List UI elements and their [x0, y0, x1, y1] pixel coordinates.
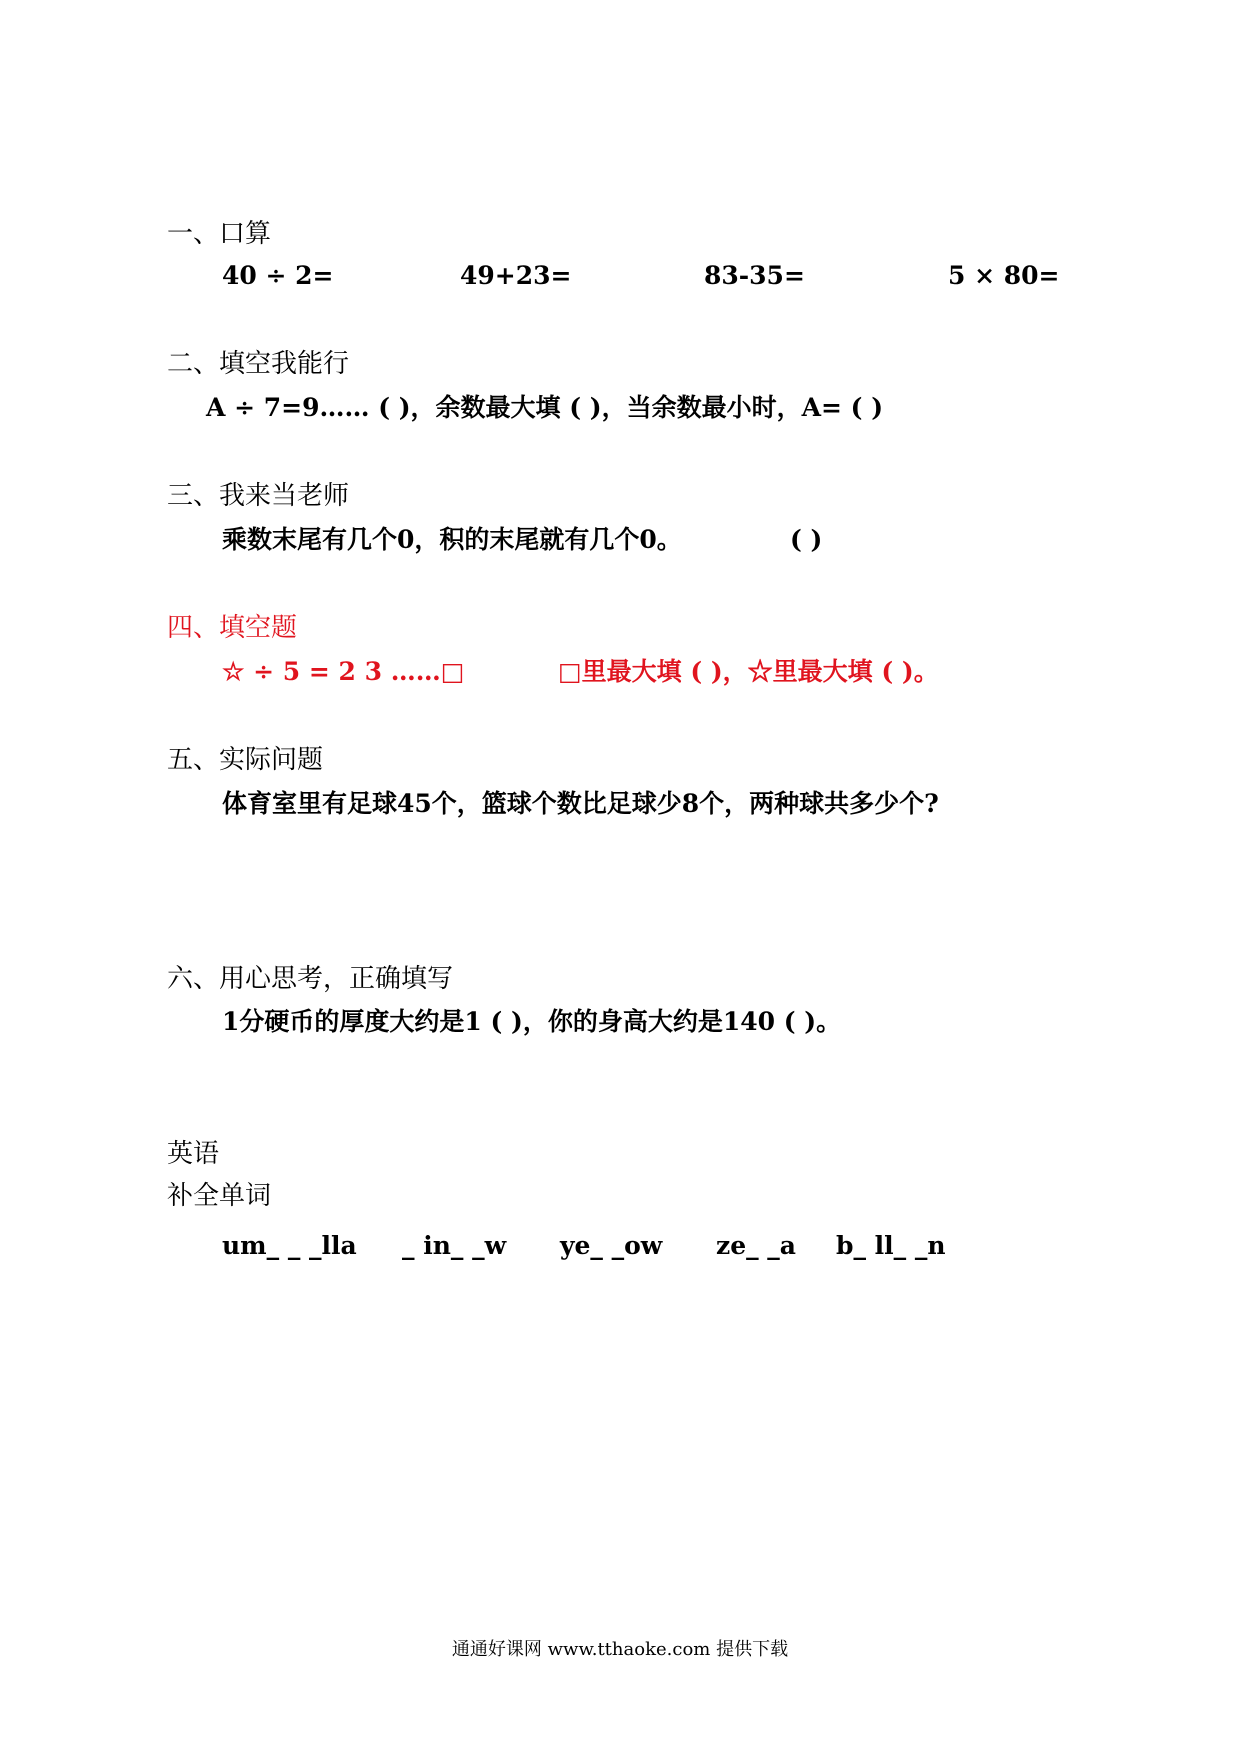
- page-footer: 通通好课网 www.tthaoke.com 提供下载: [451, 1639, 789, 1660]
- section-3-heading: 三、我来当老师: [167, 481, 350, 511]
- section-3-answer-blank: ( ): [790, 525, 823, 554]
- math-item-3: 83-35=: [704, 261, 805, 290]
- section-1-heading: 一、口算: [167, 219, 272, 249]
- english-title: 英语: [167, 1139, 220, 1169]
- section-6-heading: 六、用心思考，正确填写: [167, 964, 454, 994]
- section-4-question: □里最大填 ( )，☆里最大填 ( )。: [558, 657, 939, 686]
- section-6-question: 1分硬币的厚度大约是1 ( )，你的身高大约是140 ( )。: [222, 1007, 842, 1036]
- word-item-1: um_ _ _lla: [222, 1231, 357, 1260]
- english-subtitle: 补全单词: [167, 1181, 272, 1211]
- section-2-question: A ÷ 7=9…… ( )，余数最大填 ( )，当余数最小时，A= ( ): [206, 393, 884, 422]
- section-3-statement: 乘数末尾有几个0，积的末尾就有几个0。: [222, 525, 682, 554]
- math-item-1: 40 ÷ 2=: [222, 261, 334, 290]
- word-item-4: ze_ _a: [716, 1231, 797, 1260]
- section-2-heading: 二、填空我能行: [167, 349, 350, 379]
- section-1-math-row: [0, 260, 1240, 292]
- math-item-4: 5 × 80=: [948, 261, 1060, 290]
- word-item-3: ye_ _ow: [560, 1231, 663, 1260]
- section-5-question: 体育室里有足球45个，篮球个数比足球少8个，两种球共多少个?: [222, 789, 939, 818]
- section-5-heading: 五、实际问题: [167, 745, 324, 775]
- word-item-5: b_ ll_ _n: [836, 1231, 946, 1260]
- math-item-2: 49+23=: [460, 261, 572, 290]
- word-item-2: _ in_ _w: [402, 1231, 507, 1260]
- section-4-heading: 四、填空题: [167, 613, 298, 643]
- english-word-row: [0, 1230, 1240, 1262]
- section-4-equation: ☆ ÷ 5 = 2 3 ……□: [222, 657, 465, 686]
